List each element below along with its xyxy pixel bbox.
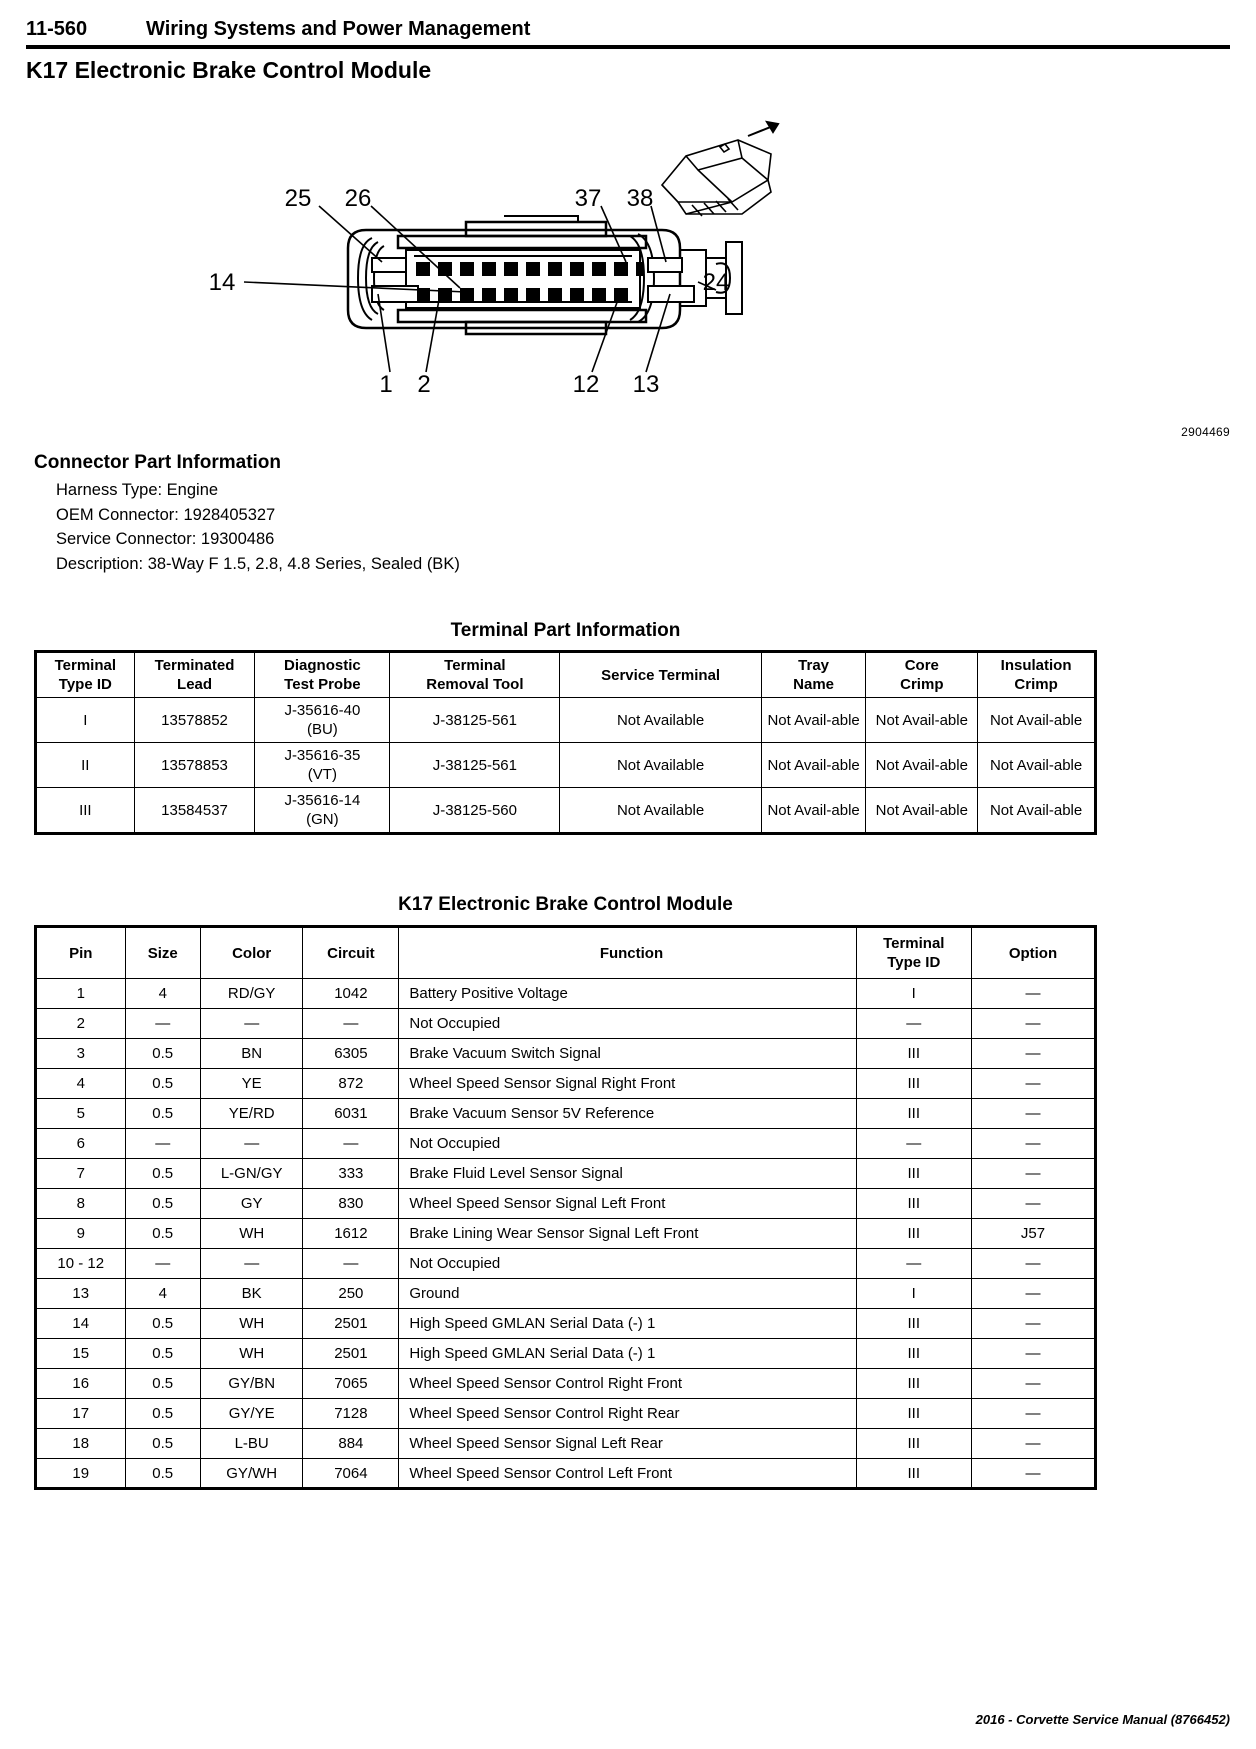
cell-tray-name: Not Avail-able (761, 743, 866, 788)
cell-size: 0.5 (125, 1159, 200, 1189)
cell-terminal-type-id: — (856, 1249, 971, 1279)
cell-terminal-type-id: III (856, 1339, 971, 1369)
cell-terminated-lead: 13578853 (134, 743, 255, 788)
table-row (36, 788, 1096, 834)
cell-terminal-type-id: — (856, 1009, 971, 1039)
callout-38: 38 (626, 185, 654, 212)
cell-diagnostic-test-probe (255, 788, 390, 834)
cell-option: — (971, 1009, 1095, 1039)
cell-terminal-type-id: III (856, 1189, 971, 1219)
cell-color: BK (200, 1279, 302, 1309)
col-function (399, 927, 856, 979)
cell-color: BN (200, 1039, 302, 1069)
cell-insulation-crimp: Not Avail-able (978, 743, 1096, 788)
header-divider (26, 45, 1230, 49)
cell-service-terminal: Not Available (560, 743, 761, 788)
cell-color: WH (200, 1339, 302, 1369)
cell-color: — (200, 1249, 302, 1279)
cell-function: Wheel Speed Sensor Control Right Rear (399, 1399, 856, 1429)
callout-24: 24 (702, 269, 730, 296)
cell-circuit: 2501 (303, 1309, 399, 1339)
cell-core-crimp: Not Avail-able (866, 698, 978, 743)
cell-function: Brake Fluid Level Sensor Signal (399, 1159, 856, 1189)
cell-option: — (971, 1069, 1095, 1099)
pin-table-section (34, 894, 1097, 1490)
cell-color: — (200, 1009, 302, 1039)
cell-option: — (971, 979, 1095, 1009)
cell-terminal-type-id: III (856, 1069, 971, 1099)
cell-circuit: 830 (303, 1189, 399, 1219)
cell-circuit: — (303, 1009, 399, 1039)
col-line-1: Tray (798, 657, 830, 674)
cell-terminal-type-id: III (856, 1219, 971, 1249)
cell-size: 0.5 (125, 1099, 200, 1129)
col-line-2: Crimp (1014, 676, 1058, 693)
callout-2: 2 (417, 371, 431, 398)
cell-terminal-type-id: III (36, 788, 135, 834)
col-line-2: Name (793, 676, 835, 693)
connector-perspective-inset (662, 140, 771, 216)
col-core-crimp (866, 652, 978, 698)
cell-function: Brake Vacuum Sensor 5V Reference (399, 1099, 856, 1129)
terminal-part-information-caption: Terminal Part Information (450, 620, 681, 641)
cell-function: Wheel Speed Sensor Signal Left Front (399, 1189, 856, 1219)
cell-function: Ground (399, 1279, 856, 1309)
cell-function: High Speed GMLAN Serial Data (-) 1 (399, 1339, 856, 1369)
connector-figure (26, 110, 1230, 440)
cell-size: 0.5 (125, 1069, 200, 1099)
cell-size: 4 (125, 1279, 200, 1309)
cell-circuit: 250 (303, 1279, 399, 1309)
cell-terminal-type-id: I (36, 698, 135, 743)
col-terminal-removal-tool (390, 652, 560, 698)
oem-connector-line: OEM Connector: 1928405327 (56, 505, 276, 524)
cell-size: 0.5 (125, 1039, 200, 1069)
col-terminal-type-id (856, 927, 971, 979)
cell-size: 4 (125, 979, 200, 1009)
cell-option: — (971, 1039, 1095, 1069)
cell-color: YE (200, 1069, 302, 1099)
cell-function: Not Occupied (399, 1249, 856, 1279)
table-row (36, 1369, 1096, 1399)
description-line: Description: 38-Way F 1.5, 2.8, 4.8 Series, Sealed (BK) (56, 554, 460, 573)
header-title: Wiring Systems and Power Management (146, 18, 531, 40)
col-line-2: Test Probe (284, 676, 361, 693)
cell-option: J57 (971, 1219, 1095, 1249)
page-number: 11-560 (26, 18, 88, 40)
col-line-1: Diagnostic (284, 657, 361, 674)
col-line-1: Core (904, 657, 939, 674)
cell-circuit: — (303, 1249, 399, 1279)
table-row (36, 1189, 1096, 1219)
connector-diagram-svg (26, 110, 1230, 430)
callout-12: 12 (572, 371, 600, 398)
table-row (36, 1309, 1096, 1339)
callout-13: 13 (632, 371, 660, 398)
cell-function: Battery Positive Voltage (399, 979, 856, 1009)
cell-pin: 3 (36, 1039, 126, 1069)
cell-core-crimp: Not Avail-able (866, 743, 978, 788)
connector-part-information (34, 452, 460, 576)
cell-function: Wheel Speed Sensor Signal Left Rear (399, 1429, 856, 1459)
cell-option: — (971, 1429, 1095, 1459)
table-row (36, 1339, 1096, 1369)
connector-body (348, 216, 742, 334)
cell-color: YE/RD (200, 1099, 302, 1129)
col-line-1: Terminal (883, 935, 945, 952)
cell-function: Not Occupied (399, 1009, 856, 1039)
cell-circuit: 884 (303, 1429, 399, 1459)
cell-terminal-removal-tool: J-38125-561 (390, 698, 560, 743)
cell-terminal-removal-tool: J-38125-561 (390, 743, 560, 788)
cell-core-crimp: Not Avail-able (866, 788, 978, 834)
cell-function: Brake Lining Wear Sensor Signal Left Front (399, 1219, 856, 1249)
cell-circuit: 872 (303, 1069, 399, 1099)
cell-size: 0.5 (125, 1219, 200, 1249)
cell-pin: 16 (36, 1369, 126, 1399)
callout-37: 37 (574, 185, 602, 212)
table-row (36, 1099, 1096, 1129)
cell-circuit: 1042 (303, 979, 399, 1009)
cell-pin: 9 (36, 1219, 126, 1249)
cell-terminal-type-id: I (856, 1279, 971, 1309)
cell-size: 0.5 (125, 1369, 200, 1399)
col-line-1: Function (599, 944, 664, 962)
cell-diagnostic-test-probe (255, 743, 390, 788)
cell-circuit: 2501 (303, 1339, 399, 1369)
cell-terminal-type-id: III (856, 1399, 971, 1429)
col-line-2: Lead (177, 676, 213, 693)
cell-option: — (971, 1459, 1095, 1489)
cell-size: — (125, 1249, 200, 1279)
terminal-part-information-section (34, 620, 1097, 835)
col-size: Size (125, 927, 200, 979)
cell-size: — (125, 1129, 200, 1159)
figure-number: 2904469 (1181, 425, 1230, 439)
table-row (36, 1039, 1096, 1069)
cell-terminated-lead: 13578852 (134, 698, 255, 743)
cell-service-terminal: Not Available (560, 788, 761, 834)
probe-number: J-35616-14 (284, 792, 361, 809)
cell-circuit: 6305 (303, 1039, 399, 1069)
cell-pin: 8 (36, 1189, 126, 1219)
cell-terminated-lead: 13584537 (134, 788, 255, 834)
pin-cavity-row-top (416, 262, 644, 276)
cell-terminal-type-id: III (856, 1099, 971, 1129)
cell-function: Wheel Speed Sensor Signal Right Front (399, 1069, 856, 1099)
cell-terminal-type-id: — (856, 1129, 971, 1159)
cell-option: — (971, 1309, 1095, 1339)
cell-function: High Speed GMLAN Serial Data (-) 1 (399, 1309, 856, 1339)
callout-14: 14 (208, 269, 236, 296)
col-insulation-crimp (978, 652, 1096, 698)
col-line-1: Terminal (444, 657, 506, 674)
cell-option: — (971, 1249, 1095, 1279)
col-terminal-type-id (36, 652, 135, 698)
cell-pin: 14 (36, 1309, 126, 1339)
direction-arrow (748, 122, 778, 136)
cell-function: Wheel Speed Sensor Control Left Front (399, 1459, 856, 1489)
cell-diagnostic-test-probe (255, 698, 390, 743)
cell-circuit: 7128 (303, 1399, 399, 1429)
cell-size: 0.5 (125, 1309, 200, 1339)
cell-terminal-type-id: III (856, 1369, 971, 1399)
cell-size: 0.5 (125, 1429, 200, 1459)
cell-size: — (125, 1009, 200, 1039)
cell-pin: 18 (36, 1429, 126, 1459)
cell-terminal-type-id: II (36, 743, 135, 788)
probe-number: J-35616-35 (284, 747, 361, 764)
cell-pin: 6 (36, 1129, 126, 1159)
cell-pin: 10 - 12 (36, 1249, 126, 1279)
connector-part-information-heading: Connector Part Information (34, 452, 282, 473)
cell-option: — (971, 1399, 1095, 1429)
table-row (36, 743, 1096, 788)
table-row (36, 1219, 1096, 1249)
cell-pin: 5 (36, 1099, 126, 1129)
cell-function: Wheel Speed Sensor Control Right Front (399, 1369, 856, 1399)
table-row (36, 1129, 1096, 1159)
cell-option: — (971, 1099, 1095, 1129)
col-terminated-lead (134, 652, 255, 698)
cell-color: GY (200, 1189, 302, 1219)
cell-option: — (971, 1159, 1095, 1189)
cell-terminal-type-id: I (856, 979, 971, 1009)
cell-terminal-type-id: III (856, 1459, 971, 1489)
col-option: Option (971, 927, 1095, 979)
cell-color: L-BU (200, 1429, 302, 1459)
table-row (36, 1009, 1096, 1039)
page-footer: 2016 - Corvette Service Manual (8766452) (975, 1712, 1230, 1727)
cell-color: GY/YE (200, 1399, 302, 1429)
pin-table-caption: K17 Electronic Brake Control Module (398, 894, 733, 915)
cell-pin: 7 (36, 1159, 126, 1189)
col-line-1: Terminated (154, 657, 235, 674)
pin-table (34, 925, 1097, 1490)
table-row (36, 1069, 1096, 1099)
col-circuit: Circuit (303, 927, 399, 979)
col-line-2: Type ID (58, 676, 112, 693)
table-row (36, 1399, 1096, 1429)
cell-color: GY/WH (200, 1459, 302, 1489)
probe-color: (VT) (307, 766, 337, 783)
cell-pin: 17 (36, 1399, 126, 1429)
service-connector-line: Service Connector: 19300486 (56, 530, 275, 548)
col-service-terminal: Service Terminal (560, 652, 761, 698)
cell-terminal-type-id: III (856, 1429, 971, 1459)
cell-color: L-GN/GY (200, 1159, 302, 1189)
cell-tray-name: Not Avail-able (761, 698, 866, 743)
col-line-1: Terminal (54, 657, 117, 674)
probe-color: (BU) (306, 721, 338, 738)
probe-color: (GN) (306, 811, 339, 828)
cell-circuit: 7065 (303, 1369, 399, 1399)
cell-option: — (971, 1339, 1095, 1369)
col-line-2: Removal Tool (426, 676, 524, 693)
cell-function: Brake Vacuum Switch Signal (399, 1039, 856, 1069)
table-header-row (36, 927, 1096, 979)
col-color: Color (200, 927, 302, 979)
cell-circuit: 6031 (303, 1099, 399, 1129)
pin-cavity-row-bottom (416, 288, 628, 302)
cell-pin: 13 (36, 1279, 126, 1309)
cell-color: GY/BN (200, 1369, 302, 1399)
cell-size: 0.5 (125, 1399, 200, 1429)
cell-pin: 15 (36, 1339, 126, 1369)
page-header (26, 18, 1230, 49)
harness-type-line: Harness Type: Engine (56, 481, 219, 499)
callout-25: 25 (284, 185, 312, 212)
cell-service-terminal: Not Available (560, 698, 761, 743)
col-pin: Pin (36, 927, 126, 979)
cell-color: RD/GY (200, 979, 302, 1009)
table-row (36, 1429, 1096, 1459)
callout-26: 26 (344, 185, 372, 212)
col-diagnostic-test-probe (255, 652, 390, 698)
cell-option: — (971, 1129, 1095, 1159)
cell-terminal-type-id: III (856, 1159, 971, 1189)
page-title: K17 Electronic Brake Control Module (26, 57, 432, 83)
table-row (36, 979, 1096, 1009)
callout-1: 1 (379, 371, 393, 398)
cell-option: — (971, 1369, 1095, 1399)
table-header-row (36, 652, 1096, 698)
cell-circuit: 7064 (303, 1459, 399, 1489)
cell-color: — (200, 1129, 302, 1159)
cell-tray-name: Not Avail-able (761, 788, 866, 834)
cell-color: WH (200, 1309, 302, 1339)
cell-pin: 4 (36, 1069, 126, 1099)
cell-circuit: — (303, 1129, 399, 1159)
table-row (36, 1459, 1096, 1489)
cell-color: WH (200, 1219, 302, 1249)
cell-circuit: 1612 (303, 1219, 399, 1249)
cell-size: 0.5 (125, 1189, 200, 1219)
cell-terminal-type-id: III (856, 1309, 971, 1339)
probe-number: J-35616-40 (284, 702, 361, 719)
cell-insulation-crimp: Not Avail-able (978, 788, 1096, 834)
cell-terminal-removal-tool: J-38125-560 (390, 788, 560, 834)
terminal-part-information-table (34, 650, 1097, 835)
col-line-1: Insulation (1000, 657, 1072, 674)
cell-option: — (971, 1189, 1095, 1219)
col-tray-name (761, 652, 866, 698)
cell-terminal-type-id: III (856, 1039, 971, 1069)
table-row (36, 698, 1096, 743)
col-line-2: Crimp (900, 676, 944, 693)
table-row (36, 1159, 1096, 1189)
table-row (36, 1279, 1096, 1309)
cell-insulation-crimp: Not Avail-able (978, 698, 1096, 743)
cell-option: — (971, 1279, 1095, 1309)
col-line-2: Type ID (887, 954, 941, 971)
cell-pin: 19 (36, 1459, 126, 1489)
table-row (36, 1249, 1096, 1279)
cell-size: 0.5 (125, 1339, 200, 1369)
cell-size: 0.5 (125, 1459, 200, 1489)
cell-pin: 1 (36, 979, 126, 1009)
cell-circuit: 333 (303, 1159, 399, 1189)
cell-pin: 2 (36, 1009, 126, 1039)
cell-function: Not Occupied (399, 1129, 856, 1159)
